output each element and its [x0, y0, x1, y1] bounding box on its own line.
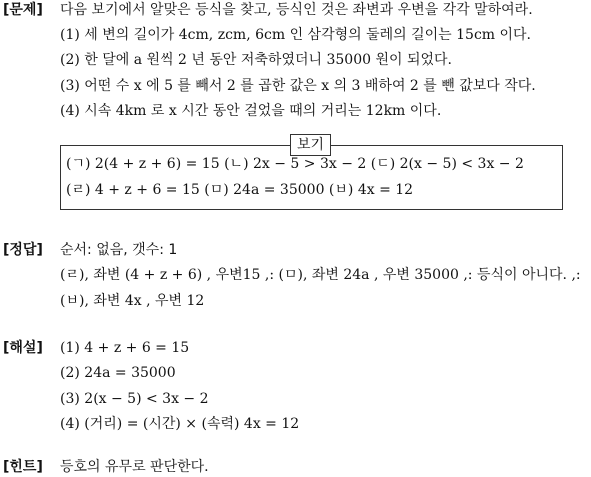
explanation-line-4: (4) (거리) = (시간) × (속력) 4x = 12 — [60, 416, 300, 432]
answer-line-2: (ㄹ), 좌변 (4 + z + 6) , 우변15 ,: (ㅁ), 좌변 24a , 우변 35000 ,: 등식이 아니다. ,: — [60, 267, 581, 283]
problem-item-3: (3) 어떤 수 x 에 5 를 빼서 2 를 곱한 값은 x 의 3 배하여 2 를 뺀 값보다 작다. — [60, 78, 536, 94]
problem-item-4: (4) 시속 4km 로 x 시간 동안 걸었을 때의 거리는 12km 이다. — [60, 103, 442, 119]
answer-line-1: 순서: 없음, 갯수: 1 — [60, 242, 178, 258]
example-row-1: (ㄱ) 2(4 + z + 6) = 15 (ㄴ) 2x − 5 > 3x − 2 (ㄷ) 2(x − 5) < 3x − 2 — [66, 156, 524, 172]
problem-item-2: (2) 한 달에 a 원씩 2 년 동안 저축하였더니 35000 원이 되었다. — [60, 52, 452, 68]
hint-text: 등호의 유무로 판단한다. — [60, 459, 209, 475]
example-row-2: (ㄹ) 4 + z + 6 = 15 (ㅁ) 24a = 35000 (ㅂ) 4x = 12 — [66, 182, 414, 198]
hint-label: [힌트] — [3, 459, 43, 475]
explanation-label: [해설] — [3, 340, 43, 356]
problem-intro: 다음 보기에서 알맞은 등식을 찾고, 등식인 것은 좌변과 우변을 각각 말하여라. — [60, 2, 533, 18]
explanation-line-3: (3) 2(x − 5) < 3x − 2 — [60, 391, 209, 407]
answer-label: [정답] — [3, 242, 43, 258]
problem-label: [문제] — [3, 2, 43, 18]
explanation-line-2: (2) 24a = 35000 — [60, 365, 176, 381]
explanation-line-1: (1) 4 + z + 6 = 15 — [60, 340, 190, 356]
problem-item-1: (1) 세 변의 길이가 4cm, zcm, 6cm 인 삼각형의 둘레의 길이는 15cm 이다. — [60, 27, 532, 43]
answer-line-3: (ㅂ), 좌변 4x , 우변 12 — [60, 293, 205, 309]
example-box-title: 보기 — [290, 134, 331, 156]
